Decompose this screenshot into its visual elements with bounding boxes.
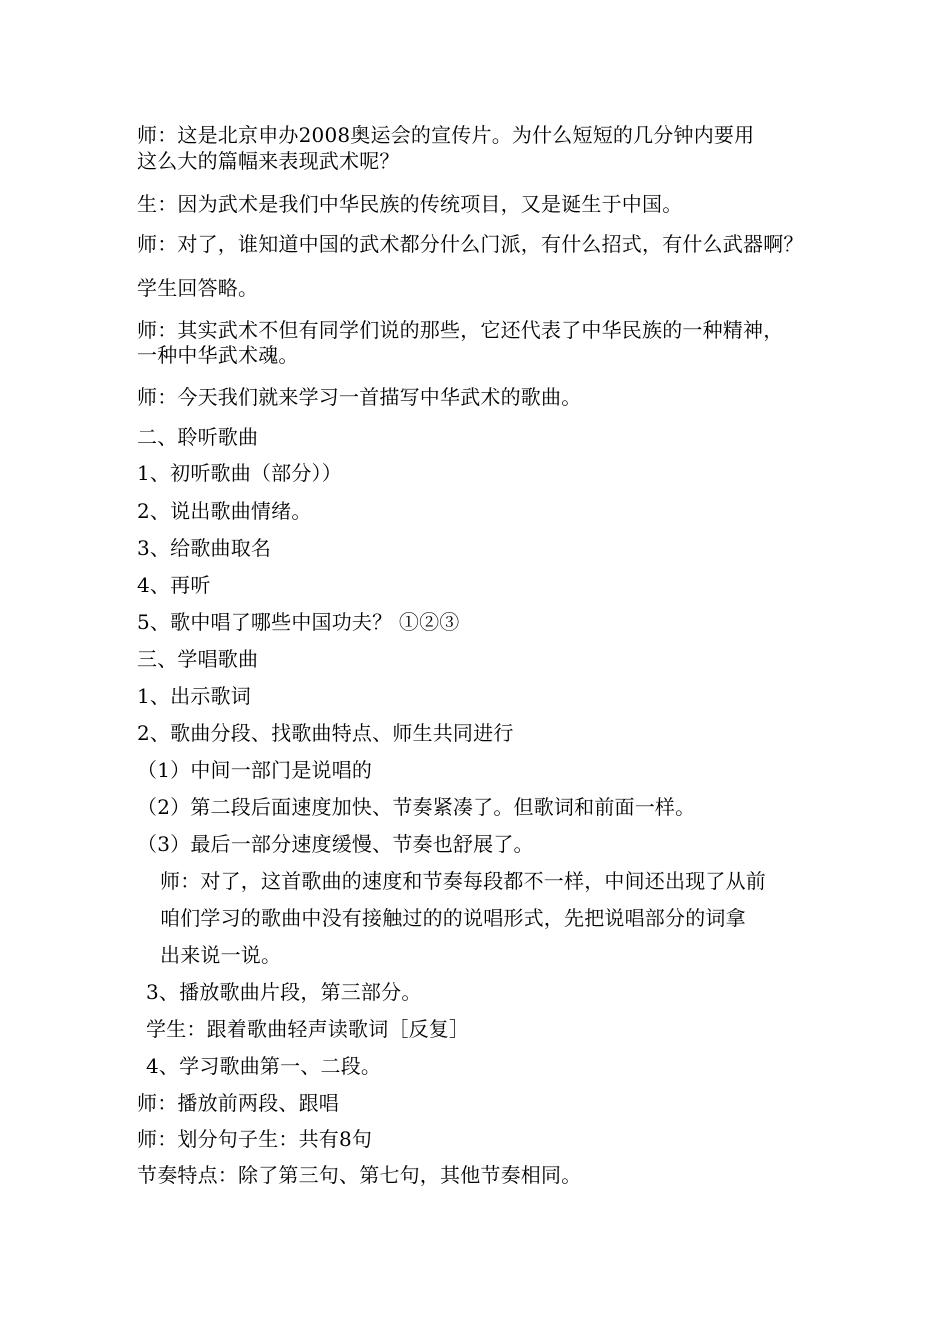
text-line: 师：对了，谁知道中国的武术都分什么门派，有什么招式，有什么武器啊？ — [137, 232, 804, 256]
text-line: 师：今天我们就来学习一首描写中华武术的歌曲。 — [137, 385, 582, 409]
list-item: 1、初听歌曲（部分）） — [137, 461, 342, 485]
text-line: 师：播放前两段、跟唱 — [137, 1091, 339, 1115]
text-line: 师：这是北京申办2008奥运会的宣传片。为什么短短的几分钟内要用 — [137, 123, 755, 147]
text-line: 师：其实武术不但有同学们说的那些，它还代表了中华民族的一种精神， — [137, 318, 784, 342]
list-item: 2、说出歌曲情绪。 — [137, 499, 312, 523]
section-heading: 二、聆听歌曲 — [137, 425, 259, 449]
section-heading: 三、学唱歌曲 — [137, 647, 259, 671]
text-line: 生：因为武术是我们中华民族的传统项目，又是诞生于中国。 — [137, 192, 683, 216]
text-line: 出来说一说。 — [160, 943, 282, 967]
list-item: 4、学习歌曲第一、二段。 — [146, 1054, 382, 1078]
text-line: 师：划分句子生：共有8句 — [137, 1127, 373, 1151]
list-item: 3、给歌曲取名 — [137, 536, 272, 560]
list-item: 4、再听 — [137, 573, 211, 597]
list-item: 2、歌曲分段、找歌曲特点、师生共同进行 — [137, 721, 514, 745]
text-line: 咱们学习的歌曲中没有接触过的的说唱形式，先把说唱部分的词拿 — [160, 906, 746, 930]
text-line: 师：对了，这首歌曲的速度和节奏每段都不一样，中间还出现了从前 — [160, 869, 766, 893]
text-line: 节奏特点：除了第三句、第七句，其他节奏相同。 — [137, 1163, 582, 1187]
text-line: 这么大的篇幅来表现武术呢？ — [137, 149, 400, 173]
list-item: 1、出示歌词 — [137, 684, 251, 708]
text-line: 学生回答略。 — [137, 276, 259, 300]
list-item: 3、播放歌曲片段，第三部分。 — [146, 980, 422, 1004]
list-item: 5、歌中唱了哪些中国功夫？ ①②③ — [137, 610, 460, 634]
list-item: （2）第二段后面速度加快、节奏紧凑了。但歌词和前面一样。 — [137, 795, 696, 819]
list-item: （3）最后一部分速度缓慢、节奏也舒展了。 — [137, 832, 534, 856]
text-line: 学生：跟着歌曲轻声读歌词［反复］ — [146, 1017, 470, 1041]
text-line: 一种中华武术魂。 — [137, 343, 299, 367]
list-item: （1）中间一部门是说唱的 — [137, 758, 373, 782]
